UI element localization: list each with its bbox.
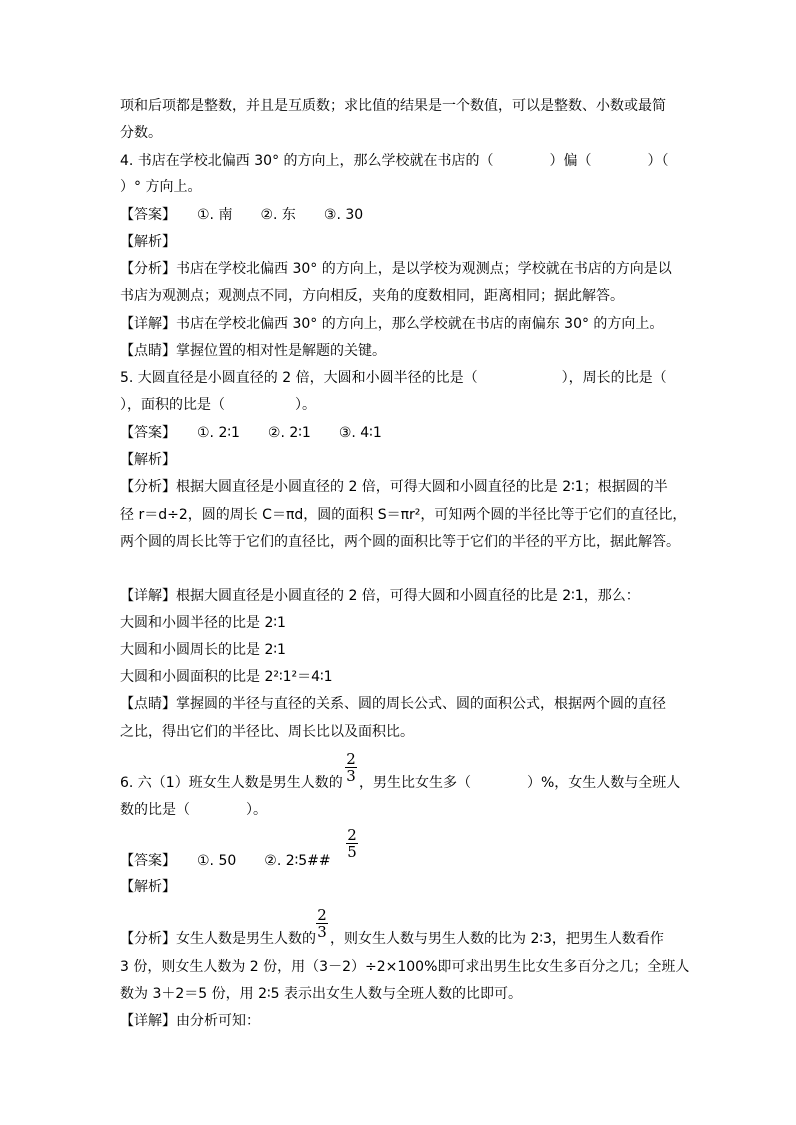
q6-question-line-1b: ，男生比女生多（ ）%，女生人数与全班人	[359, 775, 681, 791]
q6-answer: 【答案】 ①. 50 ②. 2∶5##	[120, 853, 331, 869]
q6-analysis-line-1a: 【分析】女生人数是男生人数的	[120, 931, 316, 947]
q4-analysis-line-2: 书店为观测点；观测点不同，方向相反，夹角的度数相同，距离相同；据此解答。	[120, 288, 624, 304]
q6-answer-fraction	[346, 828, 358, 859]
q6-question-line-2: 数的比是（ ）。	[120, 802, 267, 818]
fraction-denominator: 3	[317, 923, 327, 941]
intro-line-1: 项和后项都是整数，并且是互质数；求比值的结果是一个数值，可以是整数、小数或最简	[120, 98, 666, 114]
q6-question-fraction	[345, 752, 357, 783]
q5-comment-line-2: 之比，得出它们的半径比、周长比以及面积比。	[120, 724, 414, 740]
q6-detail: 【详解】由分析可知：	[120, 1013, 260, 1029]
q5-detail: 【详解】根据大圆直径是小圆直径的 2 倍，可得大圆和小圆直径的比是 2∶1，那么：	[120, 588, 640, 604]
q4-question-line-1: 4. 书店在学校北偏西 30° 的方向上，那么学校就在书店的（ ）偏（ ）（	[120, 153, 669, 169]
fraction-denominator: 3	[346, 767, 356, 785]
fraction-numerator: 2	[347, 826, 357, 844]
q6-question-line-1a: 6. 六（1）班女生人数是男生人数的	[120, 775, 343, 791]
q5-answer: 【答案】 ①. 2∶1 ②. 2∶1 ③. 4∶1	[120, 425, 382, 441]
q5-question-line-2: ），面积的比是（ ）。	[120, 397, 316, 413]
q6-analysis-fraction	[316, 908, 328, 939]
q5-area-ratio: 大圆和小圆面积的比是 2²∶1²＝4∶1	[120, 669, 333, 685]
q6-jiexi: 【解析】	[120, 879, 176, 895]
q4-jiexi: 【解析】	[120, 234, 176, 250]
q5-jiexi: 【解析】	[120, 452, 176, 468]
q6-analysis-line-1b: ，则女生人数与男生人数的比为 2∶3，把男生人数看作	[330, 931, 664, 947]
q5-comment-line-1: 【点睛】掌握圆的半径与直径的关系、圆的周长公式、圆的面积公式，根据两个圆的直径	[120, 696, 666, 712]
q5-analysis-line-2: 径 r＝d÷2，圆的周长 C＝πd，圆的面积 S＝πr²，可知两个圆的半径比等于它们的直径比，	[120, 507, 687, 523]
q5-radius-ratio: 大圆和小圆半径的比是 2∶1	[120, 615, 286, 631]
fraction-denominator: 5	[347, 843, 357, 861]
intro-line-2: 分数。	[120, 125, 162, 141]
q6-analysis-line-3: 数为 3＋2＝5 份，用 2∶5 表示出女生人数与全班人数的比即可。	[120, 986, 522, 1002]
q4-detail: 【详解】书店在学校北偏西 30° 的方向上，那么学校就在书店的南偏东 30° 的方向上。	[120, 316, 664, 332]
q6-analysis-line-2: 3 份，则女生人数为 2 份，用（3－2）÷2×100%即可求出男生比女生多百分之几；全班人	[120, 959, 690, 975]
q4-analysis-line-1: 【分析】书店在学校北偏西 30° 的方向上，是以学校为观测点；学校就在书店的方向是以	[120, 261, 672, 277]
q5-circumference-ratio: 大圆和小圆周长的比是 2∶1	[120, 642, 286, 658]
q4-answer: 【答案】 ①. 南 ②. 东 ③. 30	[120, 207, 364, 223]
fraction-numerator: 2	[346, 750, 356, 768]
q4-question-line-2: ）° 方向上。	[120, 179, 202, 195]
fraction-numerator: 2	[317, 906, 327, 924]
q4-comment: 【点睛】掌握位置的相对性是解题的关键。	[120, 343, 386, 359]
q5-question-line-1: 5. 大圆直径是小圆直径的 2 倍，大圆和小圆半径的比是（ ），周长的比是（	[120, 370, 667, 386]
q5-analysis-line-3: 两个圆的周长比等于它们的直径比，两个圆的面积比等于它们的半径的平方比，据此解答。	[120, 534, 680, 550]
q5-analysis-line-1: 【分析】根据大圆直径是小圆直径的 2 倍，可得大圆和小圆直径的比是 2∶1；根据圆的半	[120, 479, 668, 495]
